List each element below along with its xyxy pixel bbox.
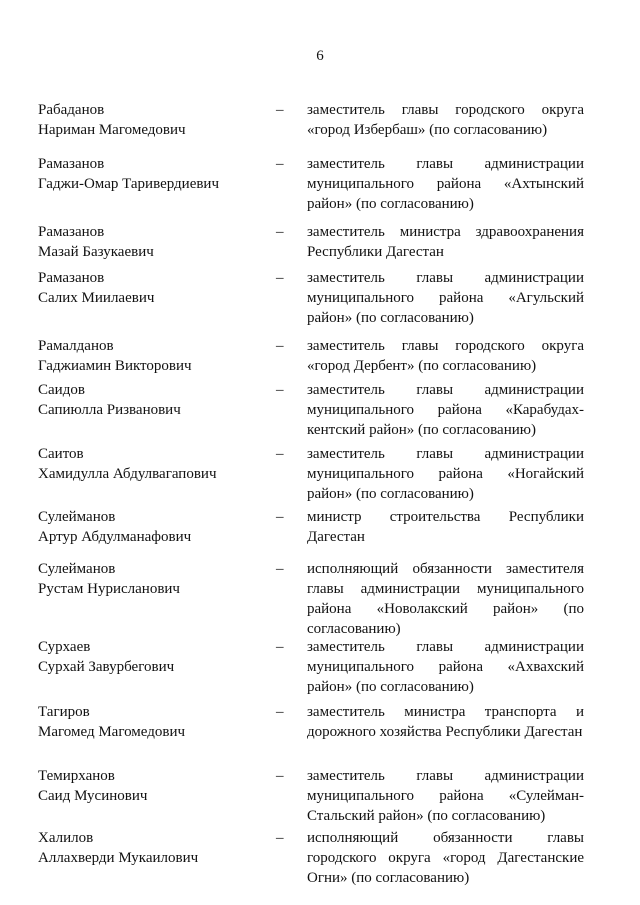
person-name xyxy=(38,222,278,262)
person-name xyxy=(38,507,278,547)
position-text: исполняющий обязанности заместителя главы администрации муниципального района «Новолакский район» (по согласованию) xyxy=(307,561,584,637)
dash: – xyxy=(276,382,284,398)
position-text: заместитель главы администрации муниципального района «Ахвахский район» (по согласованию) xyxy=(307,639,584,695)
position-text: заместитель министра транспорта и дорожного хозяйства Республики Дагестан xyxy=(307,704,584,740)
position-text: заместитель главы администрации муниципального района «Сулейман-Стальский район» (по согласованию) xyxy=(307,768,584,824)
given-names: Гаджи-Омар Таривердиевич xyxy=(38,176,220,192)
page-number: 6 xyxy=(316,48,324,64)
dash: – xyxy=(276,156,284,172)
position-text: заместитель главы администрации муниципального района «Ногайский район» (по согласованию) xyxy=(307,446,584,502)
given-names: Салих Миилаевич xyxy=(38,290,155,306)
position-text: исполняющий обязанности главы городского округа «город Дагестанские Огни» (по согласованию) xyxy=(307,830,584,886)
person-name xyxy=(38,766,278,806)
dash: – xyxy=(276,639,284,655)
person-name xyxy=(38,380,278,420)
position-text: министр строительства Республики Дагестан xyxy=(307,509,584,545)
given-names: Мазай Базукаевич xyxy=(38,244,154,260)
dash: – xyxy=(276,224,284,240)
person-name xyxy=(38,154,278,194)
person-name xyxy=(38,702,278,742)
dash: – xyxy=(276,704,284,720)
dash: – xyxy=(276,830,284,846)
position-text: заместитель главы администрации муниципального района «Карабудах-кентский район» (по согласованию) xyxy=(307,382,584,438)
given-names: Артур Абдулманафович xyxy=(38,529,192,545)
person-name xyxy=(38,100,278,140)
given-names: Хамидулла Абдулвагапович xyxy=(38,466,217,482)
position-text: заместитель главы городского округа «город Избербаш» (по согласованию) xyxy=(307,102,584,138)
dash: – xyxy=(276,561,284,577)
given-names: Саид Мусинович xyxy=(38,788,148,804)
given-names: Гаджиамин Викторович xyxy=(38,358,192,374)
dash: – xyxy=(276,446,284,462)
person-name xyxy=(38,559,278,599)
position-text: заместитель главы городского округа «город Дербент» (по согласованию) xyxy=(307,338,584,374)
given-names: Сурхай Завурбегович xyxy=(38,659,175,675)
person-name xyxy=(38,444,278,484)
person-name xyxy=(38,336,278,376)
person-name xyxy=(38,637,278,677)
surname: Халилов xyxy=(38,830,94,846)
surname: Рамазанов xyxy=(38,156,105,172)
surname: Саидов xyxy=(38,382,85,398)
position-text: заместитель главы администрации муниципального района «Агульский район» (по согласованию) xyxy=(307,270,584,326)
surname: Сулейманов xyxy=(38,509,116,525)
person-name xyxy=(38,268,278,308)
surname: Рамазанов xyxy=(38,270,105,286)
given-names: Сапиюлла Ризванович xyxy=(38,402,181,418)
surname: Темирханов xyxy=(38,768,115,784)
surname: Рамазанов xyxy=(38,224,105,240)
surname: Рамалданов xyxy=(38,338,114,354)
surname: Рабаданов xyxy=(38,102,105,118)
given-names: Магомед Магомедович xyxy=(38,724,186,740)
dash: – xyxy=(276,102,284,118)
surname: Сулейманов xyxy=(38,561,116,577)
position-text: заместитель главы администрации муниципального района «Ахтынский район» (по согласованию) xyxy=(307,156,584,212)
dash: – xyxy=(276,270,284,286)
dash: – xyxy=(276,338,284,354)
dash: – xyxy=(276,509,284,525)
position-text: заместитель министра здравоохранения Республики Дагестан xyxy=(307,224,584,260)
given-names: Рустам Нурисланович xyxy=(38,581,180,597)
given-names: Нариман Магомедович xyxy=(38,122,186,138)
surname: Сурхаев xyxy=(38,639,91,655)
given-names: Аллахверди Мукаилович xyxy=(38,850,199,866)
person-name xyxy=(38,828,278,868)
surname: Саитов xyxy=(38,446,84,462)
dash: – xyxy=(276,768,284,784)
surname: Тагиров xyxy=(38,704,90,720)
